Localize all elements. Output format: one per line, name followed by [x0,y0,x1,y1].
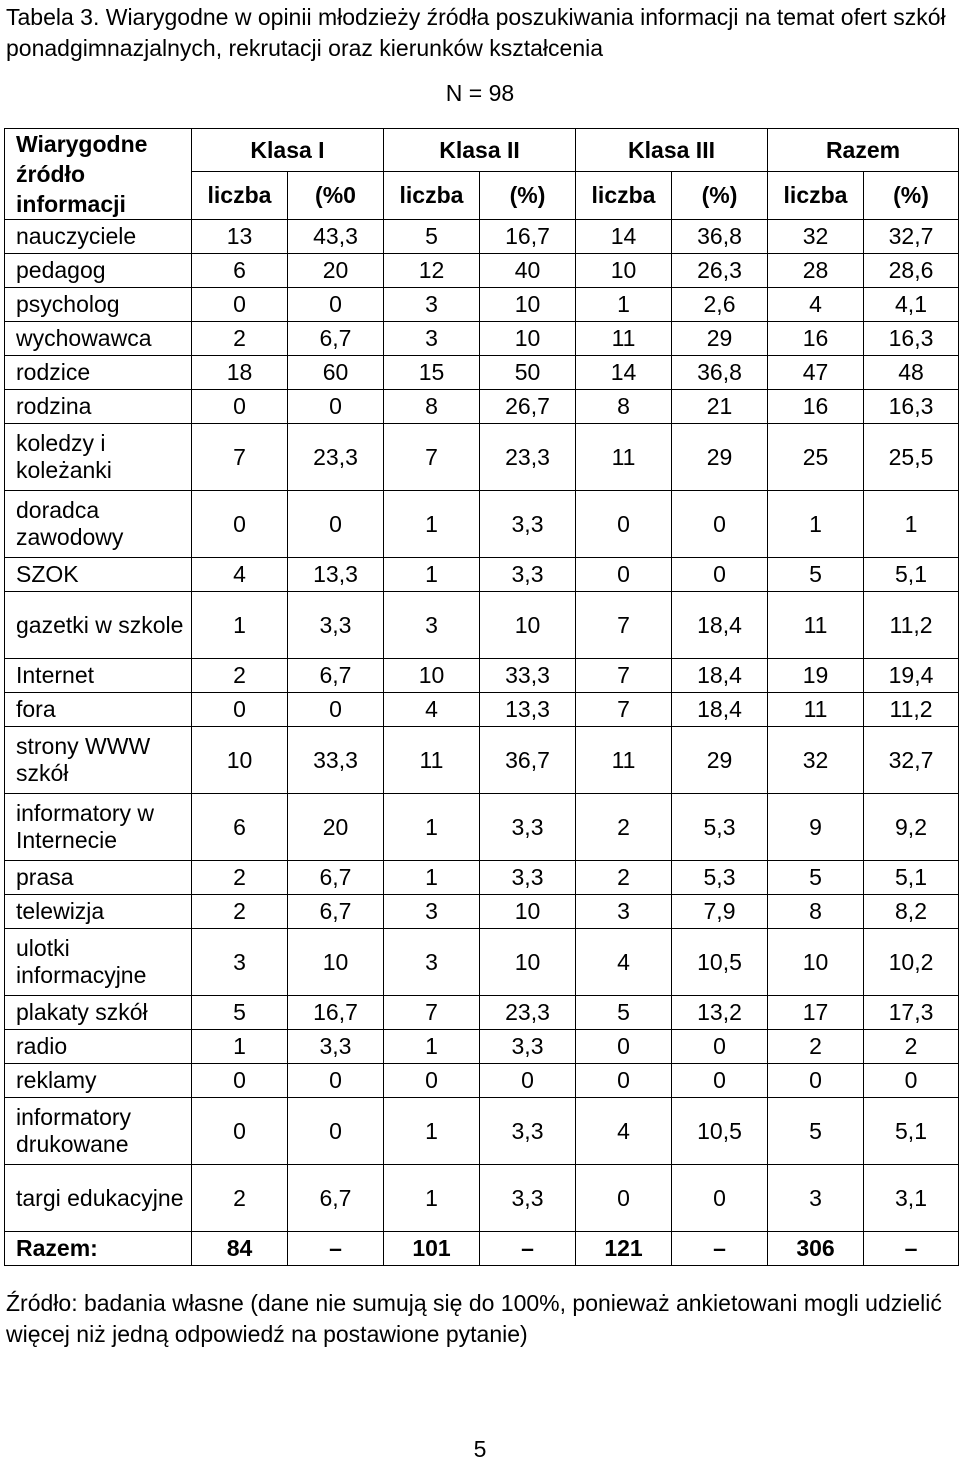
value-cell: 7,9 [672,895,768,929]
value-cell: 1 [384,1098,480,1165]
value-cell: 5,1 [864,558,959,592]
total-cell: – [480,1232,576,1266]
header-group-klasa-1: Klasa I [192,129,384,172]
value-cell: 6,7 [288,659,384,693]
header-sub: (%) [672,172,768,220]
value-cell: 0 [288,693,384,727]
value-cell: 48 [864,356,959,390]
value-cell: 13,2 [672,996,768,1030]
value-cell: 25 [768,424,864,491]
value-cell: 3 [192,929,288,996]
source-cell: reklamy [5,1064,192,1098]
value-cell: 0 [192,693,288,727]
value-cell: 3 [384,288,480,322]
value-cell: 23,3 [288,424,384,491]
table-row [5,693,959,727]
table-row [5,390,959,424]
value-cell: 0 [672,1030,768,1064]
value-cell: 50 [480,356,576,390]
source-cell: rodzina [5,390,192,424]
header-sub: liczba [576,172,672,220]
value-cell: 18,4 [672,693,768,727]
value-cell: 10 [384,659,480,693]
source-cell: Internet [5,659,192,693]
value-cell: 18 [192,356,288,390]
value-cell: 25,5 [864,424,959,491]
value-cell: 1 [384,1030,480,1064]
value-cell: 4,1 [864,288,959,322]
value-cell: 28 [768,254,864,288]
value-cell: 1 [384,861,480,895]
value-cell: 0 [192,1098,288,1165]
table-row [5,254,959,288]
value-cell: 11 [768,693,864,727]
value-cell: 11 [576,424,672,491]
value-cell: 16,7 [480,220,576,254]
table-row [5,895,959,929]
value-cell: 32,7 [864,220,959,254]
source-cell: rodzice [5,356,192,390]
value-cell: 43,3 [288,220,384,254]
header-sub: liczba [192,172,288,220]
value-cell: 6 [192,794,288,861]
source-footnote: Źródło: badania własne (dane nie sumują się do 100%, ponieważ ankietowani mogli udzielić więcej niż jedną odpowiedź na postawione pytanie) [6,1290,942,1347]
source-cell: plakaty szkół [5,996,192,1030]
value-cell: 2 [864,1030,959,1064]
value-cell: 3,3 [480,1098,576,1165]
value-cell: 36,7 [480,727,576,794]
value-cell: 32 [768,727,864,794]
value-cell: 0 [288,1098,384,1165]
source-cell: psycholog [5,288,192,322]
value-cell: 7 [384,996,480,1030]
value-cell: 4 [192,558,288,592]
total-cell: – [288,1232,384,1266]
value-cell: 11 [576,322,672,356]
value-cell: 0 [288,491,384,558]
value-cell: 0 [672,558,768,592]
value-cell: 10,5 [672,1098,768,1165]
table-row [5,794,959,861]
value-cell: 1 [576,288,672,322]
value-cell: 16,3 [864,390,959,424]
source-cell: SZOK [5,558,192,592]
table-row [5,220,959,254]
value-cell: 5 [576,996,672,1030]
value-cell: 32,7 [864,727,959,794]
value-cell: 2 [576,861,672,895]
value-cell: 1 [864,491,959,558]
table-row [5,1098,959,1165]
value-cell: 10,5 [672,929,768,996]
value-cell: 33,3 [288,727,384,794]
value-cell: 10 [480,592,576,659]
value-cell: 2 [192,895,288,929]
source-cell: wychowawca [5,322,192,356]
value-cell: 7 [192,424,288,491]
value-cell: 5 [768,558,864,592]
table-row [5,861,959,895]
value-cell: 3 [384,929,480,996]
value-cell: 40 [480,254,576,288]
source-cell: informatory drukowane [5,1098,192,1165]
value-cell: 16,3 [864,322,959,356]
value-cell: 3,3 [480,861,576,895]
value-cell: 2 [192,322,288,356]
value-cell: 16 [768,322,864,356]
total-cell: – [672,1232,768,1266]
source-cell: ulotki informacyjne [5,929,192,996]
page-number: 5 [473,1436,487,1462]
value-cell: 0 [576,1064,672,1098]
value-cell: 10 [768,929,864,996]
sample-size-label: N = 98 [445,80,515,106]
value-cell: 8 [768,895,864,929]
value-cell: 2 [576,794,672,861]
value-cell: 0 [384,1064,480,1098]
value-cell: 5,1 [864,1098,959,1165]
value-cell: 4 [576,929,672,996]
value-cell: 13 [192,220,288,254]
value-cell: 20 [288,794,384,861]
value-cell: 2 [192,1165,288,1232]
source-cell: radio [5,1030,192,1064]
value-cell: 3 [384,592,480,659]
value-cell: 6,7 [288,895,384,929]
total-cell: 84 [192,1232,288,1266]
header-group-razem: Razem [768,129,959,172]
value-cell: 0 [768,1064,864,1098]
table-row [5,491,959,558]
value-cell: 36,8 [672,356,768,390]
value-cell: 3 [384,322,480,356]
source-cell: informatory w Internecie [5,794,192,861]
value-cell: 47 [768,356,864,390]
value-cell: 29 [672,424,768,491]
value-cell: 10 [576,254,672,288]
value-cell: 1 [384,1165,480,1232]
value-cell: 10 [288,929,384,996]
value-cell: 1 [192,1030,288,1064]
total-cell: 121 [576,1232,672,1266]
header-sub: liczba [768,172,864,220]
value-cell: 19,4 [864,659,959,693]
value-cell: 23,3 [480,424,576,491]
header-sub: (%0 [288,172,384,220]
value-cell: 14 [576,356,672,390]
header-group-klasa-3: Klasa III [576,129,768,172]
value-cell: 0 [480,1064,576,1098]
value-cell: 0 [576,558,672,592]
value-cell: 13,3 [480,693,576,727]
table-row [5,288,959,322]
value-cell: 1 [384,558,480,592]
value-cell: 11 [576,727,672,794]
value-cell: 3 [576,895,672,929]
value-cell: 3,3 [480,558,576,592]
value-cell: 36,8 [672,220,768,254]
total-cell: 306 [768,1232,864,1266]
table-row [5,659,959,693]
value-cell: 14 [576,220,672,254]
total-cell: 101 [384,1232,480,1266]
value-cell: 0 [288,390,384,424]
header-sub: (%) [864,172,959,220]
value-cell: 0 [288,1064,384,1098]
value-cell: 4 [768,288,864,322]
value-cell: 29 [672,322,768,356]
header-source: Wiarygodne źródło informacji [5,129,192,220]
source-cell: pedagog [5,254,192,288]
value-cell: 5,3 [672,861,768,895]
value-cell: 0 [672,1165,768,1232]
table-row [5,424,959,491]
source-cell: telewizja [5,895,192,929]
table-row [5,1030,959,1064]
value-cell: 7 [384,424,480,491]
header-sub: (%) [480,172,576,220]
value-cell: 15 [384,356,480,390]
value-cell: 29 [672,727,768,794]
value-cell: 0 [576,491,672,558]
value-cell: 1 [192,592,288,659]
value-cell: 0 [288,288,384,322]
value-cell: 20 [288,254,384,288]
value-cell: 10 [480,895,576,929]
value-cell: 3,3 [288,592,384,659]
value-cell: 10 [480,322,576,356]
value-cell: 3,3 [288,1030,384,1064]
value-cell: 2 [768,1030,864,1064]
value-cell: 13,3 [288,558,384,592]
total-label: Razem: [5,1232,192,1266]
source-cell: gazetki w szkole [5,592,192,659]
value-cell: 2 [192,659,288,693]
value-cell: 23,3 [480,996,576,1030]
value-cell: 32 [768,220,864,254]
value-cell: 3,3 [480,1165,576,1232]
source-cell: nauczyciele [5,220,192,254]
value-cell: 11,2 [864,693,959,727]
table-row [5,592,959,659]
value-cell: 33,3 [480,659,576,693]
value-cell: 10 [480,929,576,996]
value-cell: 7 [576,592,672,659]
value-cell: 1 [768,491,864,558]
value-cell: 5 [384,220,480,254]
value-cell: 11 [384,727,480,794]
source-cell: prasa [5,861,192,895]
value-cell: 17,3 [864,996,959,1030]
value-cell: 0 [192,288,288,322]
value-cell: 8 [384,390,480,424]
value-cell: 10 [192,727,288,794]
value-cell: 2,6 [672,288,768,322]
source-cell: koledzy i koleżanki [5,424,192,491]
value-cell: 3,3 [480,794,576,861]
table-row [5,727,959,794]
table-row [5,322,959,356]
value-cell: 6,7 [288,861,384,895]
value-cell: 6,7 [288,322,384,356]
value-cell: 6,7 [288,1165,384,1232]
source-cell: doradca zawodowy [5,491,192,558]
value-cell: 3,1 [864,1165,959,1232]
value-cell: 11 [768,592,864,659]
table-row [5,356,959,390]
value-cell: 9 [768,794,864,861]
value-cell: 11,2 [864,592,959,659]
table-row [5,929,959,996]
total-row [5,1232,959,1266]
value-cell: 16,7 [288,996,384,1030]
value-cell: 4 [576,1098,672,1165]
value-cell: 26,7 [480,390,576,424]
value-cell: 5 [192,996,288,1030]
value-cell: 12 [384,254,480,288]
value-cell: 0 [864,1064,959,1098]
value-cell: 5,3 [672,794,768,861]
table-row [5,996,959,1030]
value-cell: 8,2 [864,895,959,929]
value-cell: 2 [192,861,288,895]
value-cell: 0 [576,1165,672,1232]
source-cell: targi edukacyjne [5,1165,192,1232]
table-row [5,558,959,592]
value-cell: 21 [672,390,768,424]
value-cell: 7 [576,693,672,727]
table-row [5,1064,959,1098]
value-cell: 0 [576,1030,672,1064]
source-cell: fora [5,693,192,727]
value-cell: 18,4 [672,592,768,659]
value-cell: 3,3 [480,491,576,558]
value-cell: 0 [192,491,288,558]
value-cell: 3 [384,895,480,929]
sources-table [4,128,959,1266]
value-cell: 4 [384,693,480,727]
table-caption: Tabela 3. Wiarygodne w opinii młodzieży źródła poszukiwania informacji na temat ofert szkół ponadgimnazjalnych, rekrutacji oraz kierunków kształcenia [6,4,946,61]
value-cell: 3 [768,1165,864,1232]
value-cell: 19 [768,659,864,693]
value-cell: 28,6 [864,254,959,288]
value-cell: 7 [576,659,672,693]
value-cell: 8 [576,390,672,424]
value-cell: 0 [192,390,288,424]
value-cell: 60 [288,356,384,390]
value-cell: 1 [384,491,480,558]
value-cell: 1 [384,794,480,861]
value-cell: 17 [768,996,864,1030]
value-cell: 5 [768,861,864,895]
value-cell: 18,4 [672,659,768,693]
value-cell: 0 [672,491,768,558]
value-cell: 10,2 [864,929,959,996]
table-row [5,1165,959,1232]
source-cell: strony WWW szkół [5,727,192,794]
total-cell: – [864,1232,959,1266]
value-cell: 16 [768,390,864,424]
value-cell: 5,1 [864,861,959,895]
header-sub: liczba [384,172,480,220]
value-cell: 0 [672,1064,768,1098]
value-cell: 0 [192,1064,288,1098]
value-cell: 6 [192,254,288,288]
value-cell: 9,2 [864,794,959,861]
value-cell: 10 [480,288,576,322]
header-group-klasa-2: Klasa II [384,129,576,172]
value-cell: 3,3 [480,1030,576,1064]
value-cell: 26,3 [672,254,768,288]
value-cell: 5 [768,1098,864,1165]
